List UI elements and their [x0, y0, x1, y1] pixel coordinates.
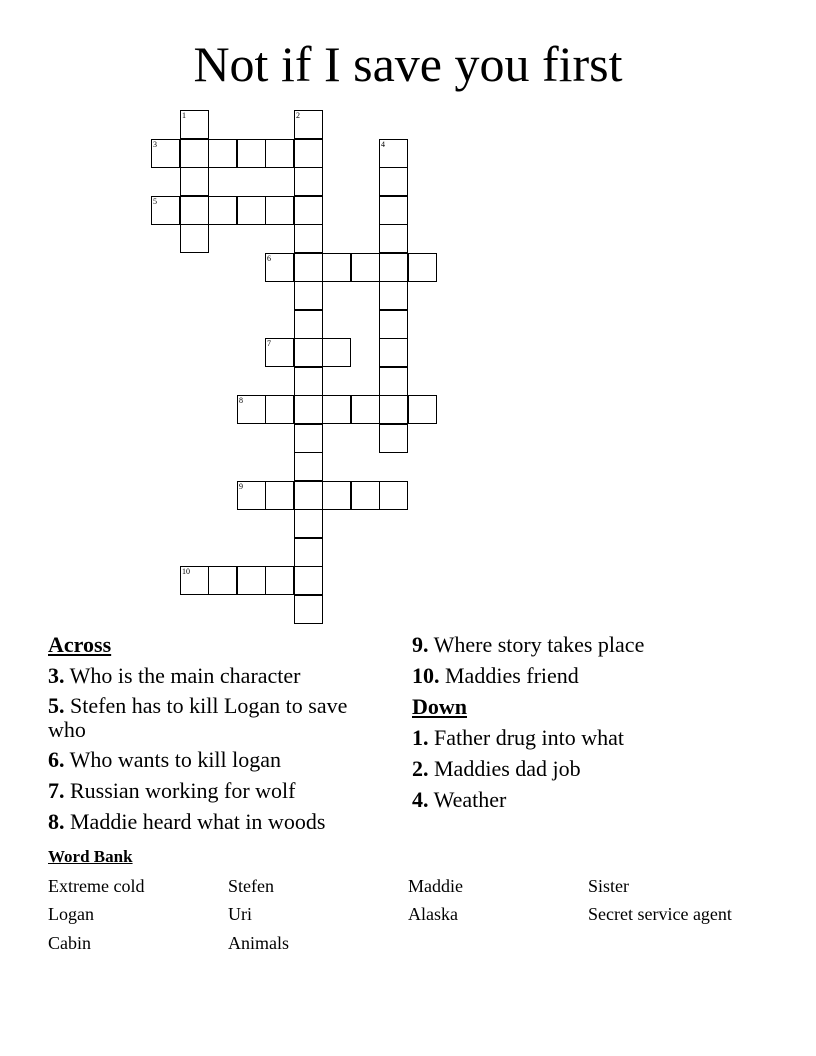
- crossword-cell[interactable]: [379, 224, 408, 253]
- clue-number: 7: [267, 339, 271, 348]
- clue-number: 9: [239, 482, 243, 491]
- crossword-cell[interactable]: [180, 167, 209, 196]
- crossword-cell[interactable]: [322, 481, 351, 510]
- crossword-cell[interactable]: [265, 253, 294, 282]
- crossword-cell[interactable]: [408, 253, 437, 282]
- crossword-cell[interactable]: [351, 481, 380, 510]
- crossword-cell[interactable]: [351, 395, 380, 424]
- word-bank-item: Extreme cold: [48, 876, 145, 896]
- word-bank-item: Animals: [228, 933, 289, 953]
- crossword-cell[interactable]: [265, 196, 294, 225]
- crossword-cell[interactable]: [180, 139, 209, 168]
- crossword-cell[interactable]: [237, 395, 266, 424]
- crossword-cell[interactable]: [294, 281, 323, 310]
- crossword-cell[interactable]: [294, 338, 323, 367]
- clue-across-6: 6. Who wants to kill logan: [48, 747, 282, 772]
- crossword-cell[interactable]: [208, 196, 237, 225]
- across-heading: Across: [48, 632, 112, 657]
- clue-across-10: 10. Maddies friend: [412, 663, 579, 688]
- clues-column-left: [48, 632, 388, 840]
- crossword-cell[interactable]: [180, 110, 209, 139]
- word-bank-item: Secret service agent: [588, 904, 732, 924]
- crossword-cell[interactable]: [265, 481, 294, 510]
- clue-down-2: 2. Maddies dad job: [412, 756, 581, 781]
- clues-column-right: [412, 632, 772, 818]
- crossword-cell[interactable]: [408, 395, 437, 424]
- clue-number: 8: [239, 396, 243, 405]
- crossword-cell[interactable]: [294, 139, 323, 168]
- crossword-cell[interactable]: [294, 538, 323, 567]
- down-heading: Down: [412, 694, 468, 719]
- crossword-cell[interactable]: [379, 167, 408, 196]
- crossword-cell[interactable]: [379, 281, 408, 310]
- crossword-cell[interactable]: [379, 196, 408, 225]
- crossword-cell[interactable]: [237, 481, 266, 510]
- word-bank-item: Maddie: [408, 876, 463, 896]
- crossword-cell[interactable]: [322, 395, 351, 424]
- crossword-cell[interactable]: [379, 395, 408, 424]
- crossword-cell[interactable]: [265, 395, 294, 424]
- crossword-cell[interactable]: [180, 196, 209, 225]
- crossword-cell[interactable]: [294, 481, 323, 510]
- clue-number: 2: [296, 111, 300, 120]
- crossword-cell[interactable]: [180, 224, 209, 253]
- crossword-cell[interactable]: [379, 139, 408, 168]
- puzzle-title: Not if I save you first: [193, 36, 623, 92]
- crossword-cell[interactable]: [294, 253, 323, 282]
- word-bank-item: Alaska: [408, 904, 458, 924]
- word-bank-item: Uri: [228, 904, 252, 924]
- word-bank-item: Logan: [48, 904, 94, 924]
- crossword-cell[interactable]: [294, 595, 323, 624]
- crossword-cell[interactable]: [208, 139, 237, 168]
- crossword-cell[interactable]: [180, 566, 209, 595]
- crossword-cell[interactable]: [294, 196, 323, 225]
- crossword-cell[interactable]: [379, 481, 408, 510]
- crossword-cell[interactable]: [322, 338, 351, 367]
- crossword-cell[interactable]: [294, 367, 323, 396]
- crossword-cell[interactable]: [379, 310, 408, 339]
- crossword-cell[interactable]: [294, 310, 323, 339]
- clue-number: 4: [381, 140, 385, 149]
- crossword-cell[interactable]: [294, 566, 323, 595]
- clue-across-7: 7. Russian working for wolf: [48, 778, 296, 803]
- crossword-cell[interactable]: [151, 139, 180, 168]
- clue-number: 10: [182, 567, 190, 576]
- crossword-cell[interactable]: [237, 196, 266, 225]
- crossword-cell[interactable]: [265, 566, 294, 595]
- clue-across-3: 3. Who is the main character: [48, 663, 301, 688]
- crossword-cell[interactable]: [294, 224, 323, 253]
- crossword-cell[interactable]: [294, 167, 323, 196]
- word-bank-heading: Word Bank: [48, 847, 133, 866]
- clue-across-5: 5. Stefen has to kill Logan to save who: [48, 693, 348, 742]
- crossword-cell[interactable]: [294, 452, 323, 481]
- crossword-cell[interactable]: [322, 253, 351, 282]
- crossword-cell[interactable]: [294, 424, 323, 453]
- word-bank-item: Stefen: [228, 876, 274, 896]
- clue-down-4: 4. Weather: [412, 787, 507, 812]
- crossword-cell[interactable]: [379, 424, 408, 453]
- crossword-cell[interactable]: [379, 253, 408, 282]
- clue-number: 6: [267, 254, 271, 263]
- crossword-cell[interactable]: [237, 566, 266, 595]
- crossword-cell[interactable]: [379, 367, 408, 396]
- crossword-cell[interactable]: [208, 566, 237, 595]
- crossword-cell[interactable]: [294, 395, 323, 424]
- crossword-cell[interactable]: [265, 139, 294, 168]
- clue-down-1: 1. Father drug into what: [412, 725, 625, 750]
- clue-number: 5: [153, 197, 157, 206]
- clue-across-8: 8. Maddie heard what in woods: [48, 809, 326, 834]
- clue-across-9: 9. Where story takes place: [412, 632, 645, 657]
- crossword-cell[interactable]: [379, 338, 408, 367]
- crossword-cell[interactable]: [151, 196, 180, 225]
- crossword-cell[interactable]: [294, 509, 323, 538]
- clue-number: 3: [153, 140, 157, 149]
- crossword-cell[interactable]: [265, 338, 294, 367]
- word-bank-item: Sister: [588, 876, 630, 896]
- crossword-cell[interactable]: [351, 253, 380, 282]
- word-bank-item: Cabin: [48, 933, 91, 953]
- crossword-cell[interactable]: [294, 110, 323, 139]
- clue-number: 1: [182, 111, 186, 120]
- crossword-cell[interactable]: [237, 139, 266, 168]
